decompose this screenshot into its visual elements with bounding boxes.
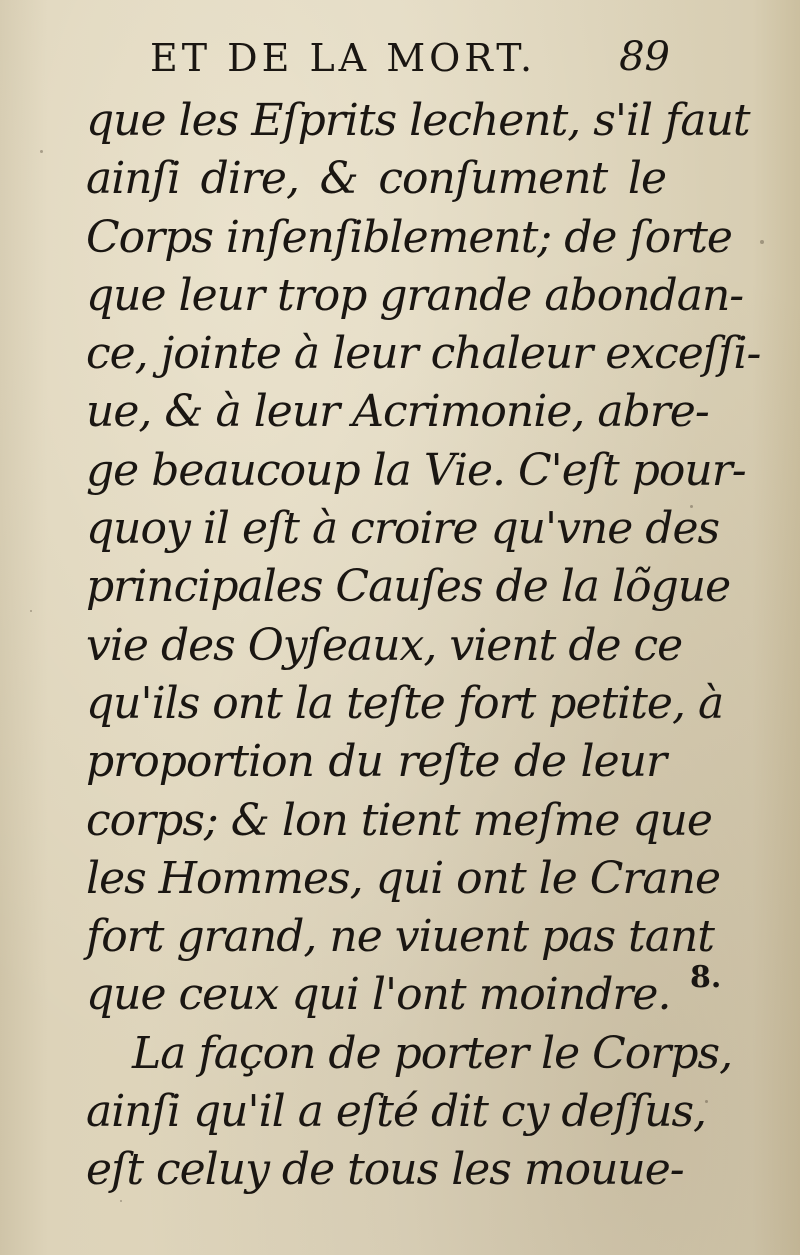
- paper-speck: [40, 150, 43, 153]
- text-line: les Hommes, qui ont le Crane: [86, 852, 721, 904]
- text-line: qu'ils ont la teſte fort petite, à: [86, 677, 724, 729]
- page-header: [150, 32, 670, 86]
- text-line: quoy il eſt à croire qu'vne des: [86, 503, 720, 555]
- text-line: ainſi dire, & conſument le: [86, 153, 666, 205]
- text-line: ge beaucoup la Vie. C'eſt pour-: [86, 444, 746, 496]
- text-line: eſt celuy de tous les mouue-: [86, 1144, 684, 1196]
- text-line: ce, jointe à leur chaleur exceſſi-: [86, 328, 761, 380]
- paper-speck: [705, 1100, 708, 1103]
- text-line: principales Cauſes de la lõgue: [86, 561, 731, 613]
- text-line: que leur trop grande abondan-: [86, 269, 744, 321]
- running-title: ET DE LA MORT.: [150, 36, 537, 80]
- paper-speck: [120, 1200, 122, 1202]
- paper-speck: [760, 240, 764, 244]
- text-line: corps; & lon tient meſme que: [86, 794, 712, 846]
- text-line: vie des Oyſeaux, vient de ce: [86, 619, 683, 671]
- text-line: La façon de porter le Corps,: [132, 1027, 733, 1079]
- text-line: fort grand, ne viuent pas tant: [86, 911, 714, 963]
- text-line: Corps inſenſiblement; de ſorte: [86, 211, 732, 263]
- text-line: ue, & à leur Acrimonie, abre-: [86, 386, 709, 438]
- margin-note: 8.: [690, 960, 722, 995]
- body-text: [86, 92, 761, 1200]
- text-line: proportion du reſte de leur: [86, 736, 666, 788]
- text-line: ainſi qu'il a eſté dit cy deſſus,: [86, 1086, 707, 1138]
- text-line: que ceux qui l'ont moindre.: [86, 969, 671, 1021]
- paper-speck: [690, 505, 693, 508]
- paper-speck: [30, 610, 32, 612]
- text-line: que les Eſprits lechent, s'il faut: [86, 95, 750, 146]
- page-number: 89: [619, 34, 670, 80]
